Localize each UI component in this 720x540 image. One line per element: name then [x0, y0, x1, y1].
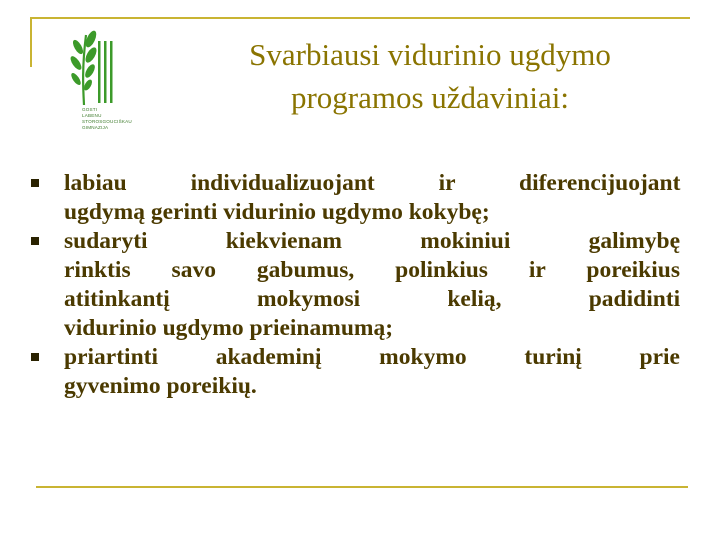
school-logo — [58, 27, 170, 135]
bullet-line: rinktis savo gabumus, polinkius ir poreikius — [64, 257, 680, 283]
bullet-line: ugdymą gerinti vidurinio ugdymo kokybę; — [64, 199, 490, 225]
bullet-item — [64, 227, 680, 343]
wheat-sprig-logo-icon — [58, 27, 170, 107]
logo-text — [82, 107, 170, 131]
bullet-line: vidurinio ugdymo prieinamumą; — [64, 315, 394, 341]
slide-title — [160, 33, 700, 119]
bullet-line: labiau individualizuojant ir diferencijuojant — [64, 170, 681, 196]
bullet-line: priartinti akademinį mokymo turinį prie — [64, 344, 680, 370]
bullet-item — [64, 343, 680, 401]
logo-text-line: STOROSGOUCIŠKAU — [82, 119, 132, 124]
bullet-item — [64, 169, 680, 227]
square-bullet-icon — [31, 353, 39, 361]
logo-text-line: GIMNAZIJA — [82, 125, 109, 130]
square-bullet-icon — [31, 237, 39, 245]
slide-title-line-2: programos uždaviniai: — [290, 80, 570, 115]
bullet-line: sudaryti kiekvienam mokiniui galimybę — [64, 228, 680, 254]
logo-text-line: GOSTI — [82, 107, 98, 112]
frame-top-line — [30, 17, 690, 19]
bullet-line: atitinkantį mokymosi kelią, padidinti — [64, 286, 681, 312]
bullet-line: gyvenimo poreikių. — [64, 373, 257, 399]
square-bullet-icon — [31, 179, 39, 187]
slide-title-line-1: Svarbiausi vidurinio ugdymo — [249, 37, 611, 72]
bullet-list — [64, 169, 680, 401]
frame-left-line — [30, 17, 32, 67]
logo-text-line: LABENU — [82, 113, 102, 118]
frame-bottom-line — [36, 486, 688, 488]
